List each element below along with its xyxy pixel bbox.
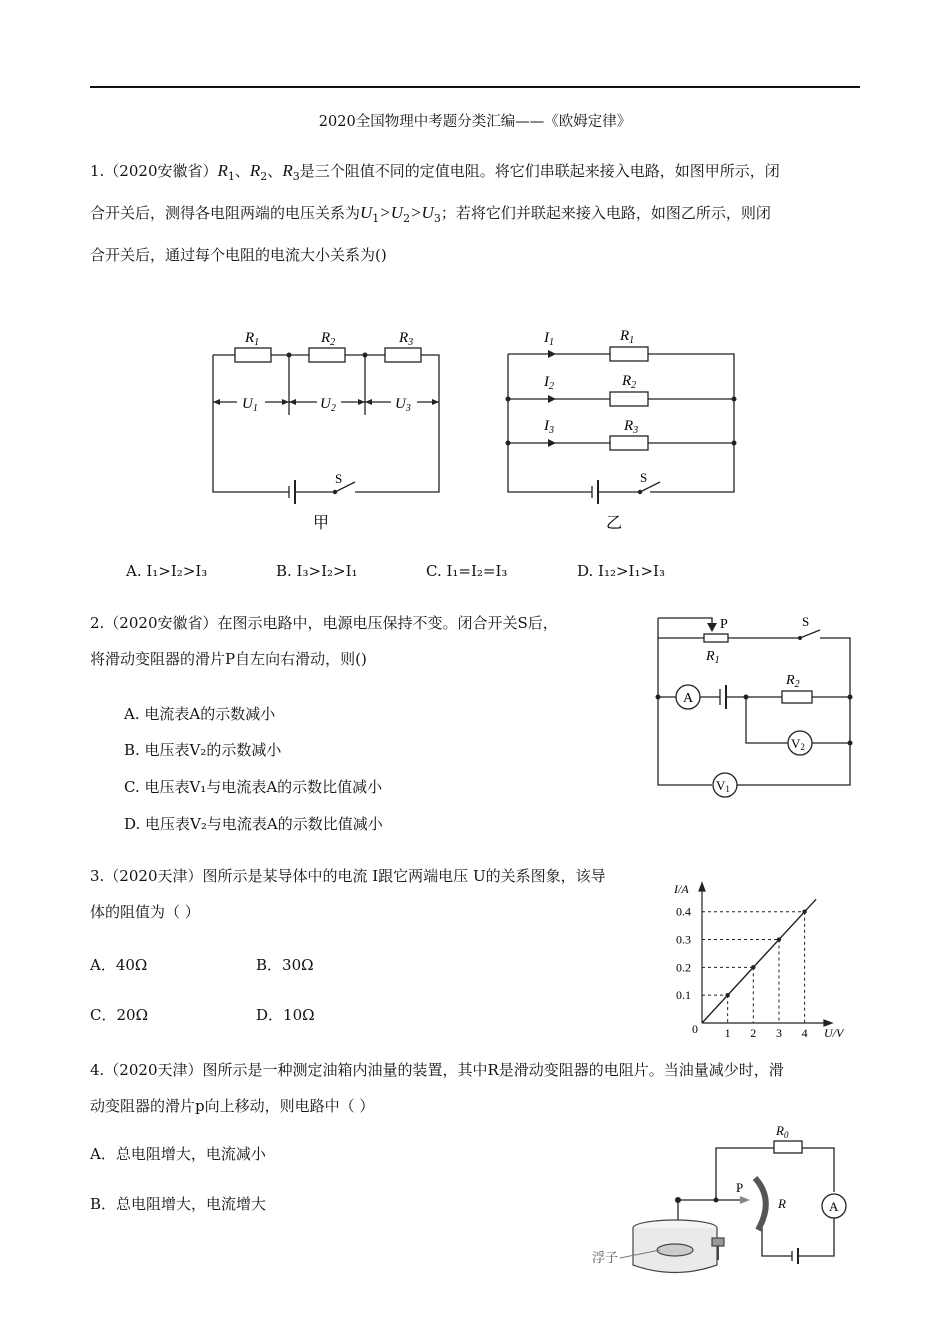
question-1-text-a: 是三个阻值不同的定值电阻。将它们串联起来接入电路，如图甲所示，闭	[299, 162, 780, 180]
data-point	[802, 909, 806, 913]
data-point	[725, 993, 729, 997]
question-4-line-1: 4.（2020天津）图所示是一种测定油箱内油量的装置，其中R是滑动变阻器的电阻片。当油量减少时，滑	[90, 1061, 784, 1079]
label-r2: $R_2$	[622, 373, 637, 391]
question-3-line-1: 3.（2020天津）图所示是某导体中的电流 I跟它两端电压 U的关系图象，该导	[90, 867, 606, 885]
question-1-source: 1.（2020安徽省）	[90, 162, 218, 180]
sub-3: 3	[292, 170, 300, 183]
label-r1: $R_1$	[620, 328, 635, 346]
label-u1: $U_1$	[242, 396, 258, 414]
sub-2: 2	[260, 170, 268, 183]
label-i3: $I_3$	[544, 418, 554, 436]
y-tick-label: 0.3	[676, 932, 691, 947]
label-i2: $I_2$	[544, 374, 554, 392]
voltmeter-v2-icon: V2	[791, 736, 805, 752]
q1-option-c[interactable]: C. I₁=I₂=I₃	[426, 562, 508, 580]
label-u2: $U_2$	[320, 396, 336, 414]
top-rule	[90, 86, 860, 88]
question-4-text	[90, 1052, 860, 1124]
label-r3: $R_3$	[624, 418, 639, 436]
q2-option-c[interactable]: C. 电压表V₁与电流表A的示数比值减小	[124, 778, 383, 796]
x-tick-label: 4	[801, 1026, 808, 1040]
figure-parallel-circuit	[500, 320, 750, 540]
q3-option-d[interactable]: D．10Ω	[256, 1006, 315, 1024]
data-point	[777, 937, 781, 941]
figure-series-circuit	[205, 320, 455, 540]
question-1-line-2	[90, 195, 860, 237]
sub-1: 1	[227, 170, 235, 183]
y-tick-label: 0.1	[676, 988, 691, 1003]
separator: 、	[267, 162, 283, 180]
x-tick-label: 2	[750, 1026, 757, 1040]
voltmeter-v1-icon: V1	[716, 778, 730, 794]
q4-option-b[interactable]: B．总电阻增大，电流增大	[90, 1195, 267, 1213]
gt-sign: >	[379, 203, 391, 222]
x-axis-label: U/V	[824, 1026, 844, 1040]
label-p: P	[720, 617, 728, 632]
label-u3: $U_3$	[395, 396, 411, 414]
data-point	[751, 965, 755, 969]
question-2-text	[90, 605, 630, 677]
q3-option-c[interactable]: C．20Ω	[90, 1006, 149, 1024]
label-switch: S	[335, 471, 343, 486]
q4-option-a[interactable]: A．总电阻增大，电流减小	[90, 1145, 266, 1163]
label-r2: $R_2$	[786, 673, 800, 690]
figure-label-jia: 甲	[313, 515, 330, 532]
label-r1: $R_1$	[706, 649, 720, 666]
var-r2: R	[249, 161, 261, 180]
y-axis-arrow	[699, 883, 705, 891]
y-tick-label: 0.2	[676, 960, 691, 975]
sub-2: 2	[403, 212, 411, 225]
question-1-line-3: 合开关后，通过每个电阻的电流大小关系为()	[90, 246, 387, 264]
label-switch: S	[640, 470, 648, 485]
question-2-line-2: 将滑动变阻器的滑片P自左向右滑动，则()	[90, 650, 367, 668]
iu-series-line	[702, 899, 816, 1023]
x-tick-label: 1	[724, 1026, 731, 1040]
question-1-text-b: 合开关后，测得各电阻两端的电压关系为	[90, 204, 361, 222]
var-u2: U	[390, 203, 404, 222]
var-u1: U	[360, 203, 373, 222]
question-2-line-1: 2.（2020安徽省）在图示电路中，电源电压保持不变。闭合开关S后，	[90, 614, 558, 632]
label-r2: $R_2$	[321, 330, 336, 348]
label-r1: $R_1$	[245, 330, 260, 348]
label-float: 浮子	[592, 1250, 619, 1265]
question-3-line-2: 体的阻值为（ ）	[90, 903, 200, 921]
gt-sign: >	[410, 203, 422, 222]
var-r3: R	[282, 161, 293, 180]
separator: 、	[234, 162, 250, 180]
ammeter-a-icon: A	[683, 691, 694, 706]
sub-1: 1	[372, 212, 380, 225]
label-r3: $R_3$	[399, 330, 414, 348]
label-p: P	[736, 1180, 744, 1195]
label-switch: S	[802, 614, 810, 629]
q3-option-b[interactable]: B．30Ω	[256, 956, 314, 974]
label-r0: $R_0$	[776, 1123, 789, 1140]
question-1-text	[90, 153, 860, 273]
q1-option-a[interactable]: A. I₁>I₂>I₃	[126, 562, 208, 580]
q2-option-a[interactable]: A. 电流表A的示数减小	[124, 705, 276, 723]
question-1-line-1	[90, 153, 860, 195]
var-r1: R	[217, 161, 228, 180]
figure-q2-circuit	[650, 610, 860, 800]
question-3-text	[90, 858, 670, 930]
q3-option-a[interactable]: A．40Ω	[90, 956, 148, 974]
x-tick-label: 3	[775, 1026, 782, 1040]
origin-label: 0	[692, 1022, 698, 1036]
label-i1: $I_1$	[544, 330, 554, 348]
figure-oil-gauge	[590, 1120, 860, 1320]
figure-iu-chart	[670, 855, 860, 1040]
q1-option-b[interactable]: B. I₃>I₂>I₁	[276, 562, 358, 580]
q1-option-d[interactable]: D. I₁₂>I₁>I₃	[577, 562, 665, 580]
figure-label-yi: 乙	[606, 515, 623, 532]
y-tick-label: 0.4	[676, 904, 691, 919]
q2-option-b[interactable]: B. 电压表V₂的示数减小	[124, 741, 282, 759]
question-1-text-c: ；若将它们并联起来接入电路，如图乙所示，则闭	[440, 204, 771, 222]
y-axis-label: I/A	[674, 882, 689, 896]
question-4-line-2: 动变阻器的滑片p向上移动，则电路中（ ）	[90, 1097, 375, 1115]
ammeter-a-icon: A	[829, 1199, 839, 1214]
page-title: 2020全国物理中考题分类汇编——《欧姆定律》	[318, 114, 632, 130]
q2-option-d[interactable]: D. 电压表V₂与电流表A的示数比值减小	[124, 815, 383, 833]
label-r: R	[778, 1196, 786, 1211]
var-u3: U	[421, 203, 434, 222]
sub-3: 3	[433, 212, 441, 225]
